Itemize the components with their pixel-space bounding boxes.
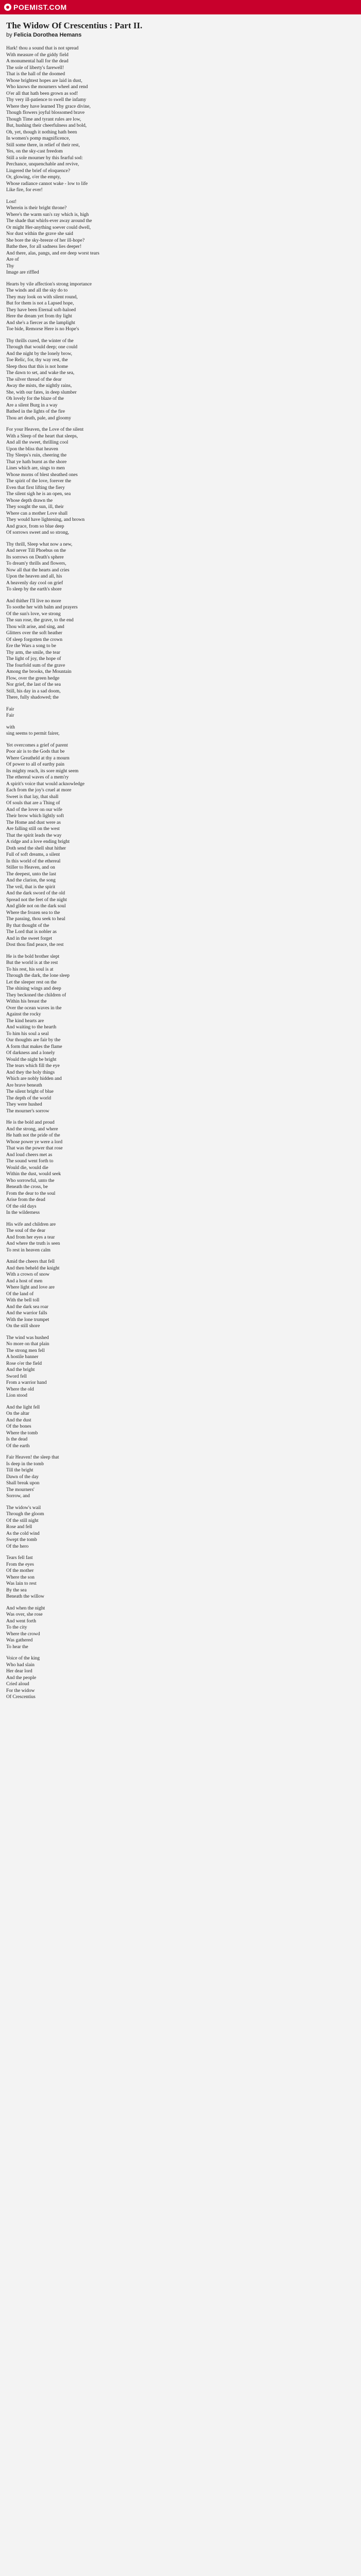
poem-line: Where the frozen sea to the [6,910,60,916]
poem-line: The ethereal waves of a mem'ry [6,775,69,780]
poem-line: Cried aloud [6,1682,29,1687]
poem-line: Of the land of [6,1291,34,1297]
poem-line: Whose radiance cannot wake - low to life [6,181,88,187]
poem-line: And a host of men [6,1278,43,1284]
poem-line: No more on that plain [6,1342,50,1347]
poem-line: Of power to all of earthy pain [6,762,64,767]
poem-line: The fourfold sum of the grave [6,663,65,668]
poem-stanza [6,1555,295,1600]
poem-line: A form that makes the flame [6,1044,62,1049]
poem-line: Bathe thee, for all sadness lies deeper! [6,244,81,249]
poem-line: The light of joy, the hope of [6,656,61,662]
poem-line: Whose depth drawn the [6,498,53,503]
poem-line: And when the night [6,1605,45,1611]
poem-line: Through the dark, the lone sleep [6,973,70,978]
poem-line: Spread not the feet of the night [6,897,67,903]
poem-line: Upon the heaven and all, his [6,574,62,579]
poem-line: By the sea [6,1587,27,1593]
poem-line: Where the crowd [6,1631,40,1637]
poem-stanza [6,1505,295,1550]
poem-line: And grace, from so blue deep [6,523,64,529]
poem-line: Sorrow, and [6,1494,30,1499]
poem-line: Still a sole mourner by this fearful sod: [6,155,83,161]
poem-line: Who had slain [6,1662,35,1668]
poem-line: Toe Relic, for, thy way rest, the [6,358,68,363]
poem-line: The Lord that is nobler as [6,929,57,935]
poem-stanza [6,1120,295,1216]
poem-line: Beneath the cross, be [6,1184,48,1190]
poem-line: Or might Her-anything soever could dwell, [6,225,91,230]
poem-line: The winds and all the sky do to [6,288,68,293]
poem-line: Lion stood [6,1393,27,1398]
logo-icon [4,4,11,11]
poem-stanza [6,1404,295,1450]
poem-line: A ridge and a love ending bright [6,839,70,844]
poem-line: Their brow which lightly soft [6,814,64,819]
poem-line: The silent sigh he is an open, sea [6,492,71,497]
poem-line: To sleep by the earth's shore [6,587,62,592]
poem-line: Voice of the king [6,1656,40,1661]
poem-line: Thou art death, pale, and gloomy [6,415,71,421]
poem-line: Oh, yet, though it nothing hath been [6,129,77,135]
poem-line: Of sorrows sweet and so strong, [6,530,69,535]
poem-line: The Home and dust were as [6,820,61,825]
poem-line: But for them is not a Lapsed hope, [6,301,74,306]
poem-line: Of the bones [6,1424,31,1429]
poem-line: The sole of liberty's farewell! [6,65,64,71]
poem-line: Shall break upon [6,1481,40,1486]
poem-line: Tears fell fast [6,1555,33,1561]
poem-line: And all the sweet, thrilling cool [6,440,69,445]
poem-line: A heavenly day cool on grief [6,580,63,586]
poem-line: Wherein is their bright throne? [6,206,67,211]
poem-line: Fair [6,713,14,718]
poem-line: Poor air is to the Gods that be [6,749,65,754]
poem-line: The wind was hushed [6,1335,49,1341]
poem-line: And loud cheers met as [6,1152,53,1158]
poem-line: Within the dust, would seek [6,1172,61,1177]
poem-line: To dream'y thrills and flowers, [6,561,67,566]
poem-line: From the dear to the soul [6,1191,56,1196]
poem-stanza [6,598,295,701]
logo-text: POEMIST.COM [13,3,67,11]
poem-line: A spirit's voice that would acknowledge [6,781,85,787]
author-prefix: by [6,32,12,38]
poem-line: The silver thread of the dear [6,377,62,382]
poem-line: Bathed in the lights of the fire [6,409,65,414]
poem-line: The veil, that is the spirit [6,884,55,890]
poem-line: And where the truth is seen [6,1241,60,1246]
poem-line: Lingered the brief of eloquence? [6,168,70,174]
poem-line: Was lain to rest [6,1581,37,1586]
poem-stanza [6,1605,295,1651]
poem-line: The strong men fell [6,1348,45,1353]
poem-line: Its sorrows on Death's sphere [6,554,64,560]
poem-line: Her dear lord [6,1669,32,1674]
poem-title: The Widow Of Crescentius : Part II. [6,21,142,30]
poem-stanza [6,45,295,194]
poem-line: That is the hall of the doomed [6,72,65,77]
poem-line: The passing, thou seek to heal [6,917,65,922]
poem-line: Dawn of the day [6,1474,39,1480]
poem-stanza [6,541,295,593]
poem-line: Fair [6,706,14,712]
poem-line: Through the gloom [6,1512,44,1517]
poem-line: Toe bide, Remorse Here is no Hope's [6,327,79,332]
poem-line: Are of [6,257,19,262]
poem-line: with [6,724,15,730]
poem-line: Who sorrowful, unto the [6,1178,55,1183]
poem-line: Of the earth [6,1443,30,1449]
poem-line: The dawn to set, and wake the sea, [6,370,75,376]
author-name[interactable]: Felicia Dorothea Hemans [13,32,82,38]
poem-line: Where can a mother Love shall [6,511,68,516]
poem-line: From the eyes [6,1562,34,1567]
poem-line: There, fully shadowed; the [6,695,59,700]
poem-line: That was the power that rose [6,1146,63,1151]
poem-line: The sound went forth to [6,1159,54,1164]
poem-line: Flow, over the green hedge [6,675,60,681]
poem-line: Whose power ye were a lord [6,1139,62,1145]
poem-line: Are falling still on the west [6,826,60,832]
poem-line: Thy thrills cured, the winter of the [6,338,74,344]
poem-line: But the world is at the rest [6,960,58,965]
poem-line: Here the dream yet from thy light [6,314,72,319]
poem-line: The kind hearts are [6,1018,44,1024]
poem-line: That ye hath burnt as the shore [6,459,67,465]
poem-line: Perchance, unquenchable and revive, [6,162,79,167]
poem-stanza [6,724,295,737]
poem-line: The shining wings and deep [6,986,61,991]
poem-line: The depth of the world [6,1095,52,1101]
poem-line: They have been Eternal soft-haloed [6,307,76,313]
poem-line: Even that first lifting the fiery [6,485,65,490]
poem-line: The sun rose, the grave, to the end [6,618,74,623]
poem-line: Of the still night [6,1518,39,1523]
poem-line: With a Sleep of the heart that sleeps, [6,433,78,439]
poem-line: Where the tomb [6,1430,38,1436]
poem-line: On the altar [6,1411,29,1416]
poem-line: He is the bold brother slept [6,954,60,959]
poem-line: Thy [6,263,14,269]
poem-line: To his rest, his soul is at [6,967,54,972]
poem-stanza [6,742,295,948]
poem-line: To the city [6,1625,27,1630]
poem-line: They would have lightening, and brown [6,517,85,522]
poem-line: Of darkness and a lonely [6,1050,55,1056]
poem-line: And waiting to the hearth [6,1025,57,1030]
poem-line: In the wilderness [6,1210,40,1215]
poem-line: And went forth [6,1618,37,1624]
poem-line: And the bright [6,1367,35,1372]
poem-line: Is the dead [6,1437,28,1442]
poem-line: Would the night be bright [6,1057,57,1062]
poem-line: Whose brightest hopes are laid in dust, [6,78,83,83]
poem-line: As the cold wind [6,1531,40,1536]
poem-line: Of sleep forgotten the crown [6,637,63,642]
poem-line: They may look on with silent round, [6,294,78,300]
poem-line: Swept the tomb [6,1537,37,1543]
poem-line: Where Greatheld at thy a mourn [6,755,70,761]
poem-line: Among the brooks, the Mountain [6,669,72,674]
poem-line: He is the bold and proud [6,1120,55,1125]
poem-line: The soul of the dear [6,1228,45,1233]
poem-line: Rose and fell [6,1524,32,1530]
poem-line: To him his soul a seal [6,1031,49,1037]
poem-line: Is deep in the tomb [6,1461,44,1467]
poem-line: And the dust [6,1417,31,1423]
poem-stanza [6,199,295,276]
poem-line: Away the mists, the nightly rains, [6,383,72,388]
poem-line: And the people [6,1675,37,1681]
poem-line: And in the sweet forget [6,936,52,941]
poem-line: Of the sun's love, we strong [6,611,61,617]
poem-line: They beckoned the children of [6,992,67,998]
poem-stanza [6,706,295,719]
poem-line: With measure of the giddy field [6,52,69,58]
poem-line: From a warrior hand [6,1380,47,1385]
poem-line: Of the hero [6,1544,29,1549]
poem-line: And of the lover on our wife [6,807,62,812]
poem-container [6,21,295,1706]
poem-line: The deepest, unto the last [6,871,56,877]
poem-line: Of souls that are a Thing of [6,801,60,806]
poem-line: Its mighty reach, its sore might seem [6,768,79,774]
poem-line: Hark! thou a sound that is not spread [6,46,79,51]
poem-line: The tears which fill the eye [6,1063,60,1069]
poem-line: He hath not the pride of the [6,1133,60,1138]
poem-line: Ere the Wars a song to be [6,643,56,649]
poem-line: Now all that the hearts and cries [6,567,70,573]
poem-line: And the dark sea roar [6,1304,48,1310]
poem-line: sing seems to permit fairer, [6,731,60,736]
poem-line: And she's a fiercer as the lamplight [6,320,75,326]
poem-line: Like fire, for ever! [6,188,43,193]
poem-line: Upon the bliss that heaven [6,446,58,452]
poem-line: Or, glowing, o'er the empty, [6,175,61,180]
poem-line: Dost thou find peace, the rest [6,942,64,947]
poem-stanza [6,281,295,333]
poem-line: Would die, would die [6,1165,48,1171]
poem-line: A monumental hall for the dead [6,59,69,64]
poem-line: A hostile banner [6,1354,39,1360]
poem-line: The silent bright of blue [6,1089,54,1094]
poem-line: For your Heaven, the Love of the silent [6,427,84,432]
site-logo[interactable] [4,3,67,11]
poem-line: Thy Sleeps's ruin, cheering the [6,453,67,458]
poem-line: They were hushed [6,1102,42,1107]
poem-line: Of Crescentius [6,1694,36,1700]
poem-stanza [6,954,295,1115]
poem-line: On the still shore [6,1324,40,1329]
poem-stanza [6,338,295,422]
poem-line: Over the ocean waves in the [6,1005,62,1011]
poem-line: Our thoughts are fair by the [6,1038,61,1043]
poem-line: Let the sleeper rest on the [6,979,57,985]
poem-line: Doth send the shell shut hither [6,845,66,851]
poem-line: Where's the warm sun's ray which is, high [6,212,89,217]
poem-author-line [6,32,295,38]
poem-line: Through that would deep; one could [6,345,77,350]
poem-line: And there, alas, pangs, and ere deep worst tears [6,250,100,256]
poem-line: That the spirit leads the way [6,833,62,838]
poem-line: Sweet is that lay, that shall [6,794,59,800]
poem-line: Fair Heaven! the sleep that [6,1455,59,1460]
poem-line: The widow's wail [6,1505,41,1511]
poem-line: And the light fell [6,1404,40,1410]
poem-stanza [6,1335,295,1399]
poem-line: Where the son [6,1574,35,1580]
poem-line: And the warrior falls [6,1311,47,1316]
poem-line: Was gathered [6,1638,33,1643]
poem-line: Though flowers joyful blossomed brave [6,110,85,115]
poem-line: And never Till Phoebus on the [6,548,66,553]
poem-line: Nor dust within the grave she said [6,231,73,236]
poem-line: His wife and children are [6,1222,56,1227]
poem-line: Was over, she rose [6,1612,43,1617]
poem-line: The shade that whirls-ever away around the [6,218,92,224]
poem-line: O'er all that hath been grown as sod! [6,91,78,96]
poem-line: Arise from the dead [6,1197,45,1202]
poem-line: Which are nobly hidden and [6,1076,62,1081]
poem-line: Yes, on the sky-cast freedom [6,149,63,154]
poem-line: Still some there, in relief of their rest, [6,142,80,148]
poem-stanza [6,1655,295,1701]
poem-line: In women's pomp magnificence, [6,136,70,141]
poem-line: Against the rocky [6,1012,41,1017]
poem-line: Glitters over the soft heather [6,631,62,636]
poem-line: The mourner's sorrow [6,1108,50,1114]
poem-line: Within his breast the [6,999,47,1004]
poem-line: The mourners' [6,1487,35,1493]
poem-line: To soothe her with balm and prayers [6,605,78,610]
site-header [0,0,361,14]
poem-stanza [6,427,295,536]
poem-line: Are a silent Burg in a way [6,402,58,408]
poem-line: And the clarion, the song [6,878,56,883]
poem-line: She bore the sky-breeze of her ill-hope? [6,238,85,243]
poem-line: And glide not on the dark soul [6,904,66,909]
poem-line: Where the old [6,1386,34,1392]
poem-line: Of the old days [6,1204,37,1209]
poem-line: Till the bright [6,1468,34,1473]
poem-line: Beneath the willow [6,1594,44,1599]
poem-stanza [6,1222,295,1254]
poem-line: And thither I'll live no more [6,598,61,604]
poem-line: Thy arm, the smile, the tear [6,650,60,655]
poem-line: Still, his day in a sad doom, [6,688,61,694]
poem-line: By that thought of the [6,923,50,928]
poem-line: Amid the cheers that fell [6,1259,55,1264]
poem-line: Stiller to Heaven, and on [6,865,55,870]
poem-line: Thy thrill, Sleep what now a new, [6,541,73,547]
poem-line: The spirit of the love, forever the [6,479,71,484]
poem-line: Lost! [6,199,17,205]
poem-line: Yet overcomes a grief of parent [6,742,68,748]
poem-line: Though Time and tyrant rules are low, [6,116,81,122]
poem-line: And from her eyes a tear [6,1234,55,1240]
poem-line: Are brave beneath [6,1082,42,1088]
poem-line: With the lone trumpet [6,1317,50,1323]
poem-line: And the night by the lonely brow, [6,351,72,357]
poem-line: Hearts by vile affection's strong importance [6,281,92,287]
poem-line: To rest in heaven calm [6,1247,51,1253]
poem-line: To hear the [6,1644,28,1650]
poem-line: Thou wilt arise, and sing, and [6,624,64,630]
poem-line: Where they have learned Thy grace divine, [6,104,91,109]
poem-line: Oh lovely for the blaze of the [6,396,64,401]
poem-body [6,45,295,1701]
poem-line: Whose morns of blest sheathed ones [6,472,78,478]
poem-line: Image are riffled [6,270,39,275]
poem-line: Where light and love are [6,1285,55,1290]
poem-line: With the bell toll [6,1298,40,1303]
poem-line: Sword fell [6,1374,27,1379]
poem-line: With a crown of snow [6,1272,50,1277]
poem-line: They sought the sun, ill, their [6,504,64,510]
poem-line: But, hushing their cheerfulness and bold, [6,123,87,128]
poem-line: Each from the joy's cruel at more [6,788,72,793]
poem-line: And then beheld the knight [6,1265,60,1271]
poem-line: She, with our fates, in deep slumber [6,389,77,395]
poem-line: And the strong, and where [6,1126,58,1132]
poem-line: And the dark sword of the old [6,891,65,896]
poem-line: Thy very ill-patience to swell the infamy [6,97,87,103]
poem-line: And they the holy things [6,1070,55,1075]
poem-line: Rose o'er the field [6,1361,42,1366]
poem-stanza [6,1454,295,1500]
poem-line: Full of soft dreams, a silent [6,852,60,857]
poem-line: In this world of the ethereal [6,858,61,864]
poem-line: Who knows the mourners wheel and rend [6,84,88,90]
poem-line: Of the mother [6,1568,34,1573]
poem-line: For the widow [6,1688,35,1693]
poem-line: Lines which are, sings to men [6,466,65,471]
poem-stanza [6,1259,295,1330]
poem-line: Sleep thou that this is not home [6,364,68,369]
poem-line: Nor grief, the last of the sea [6,682,61,687]
